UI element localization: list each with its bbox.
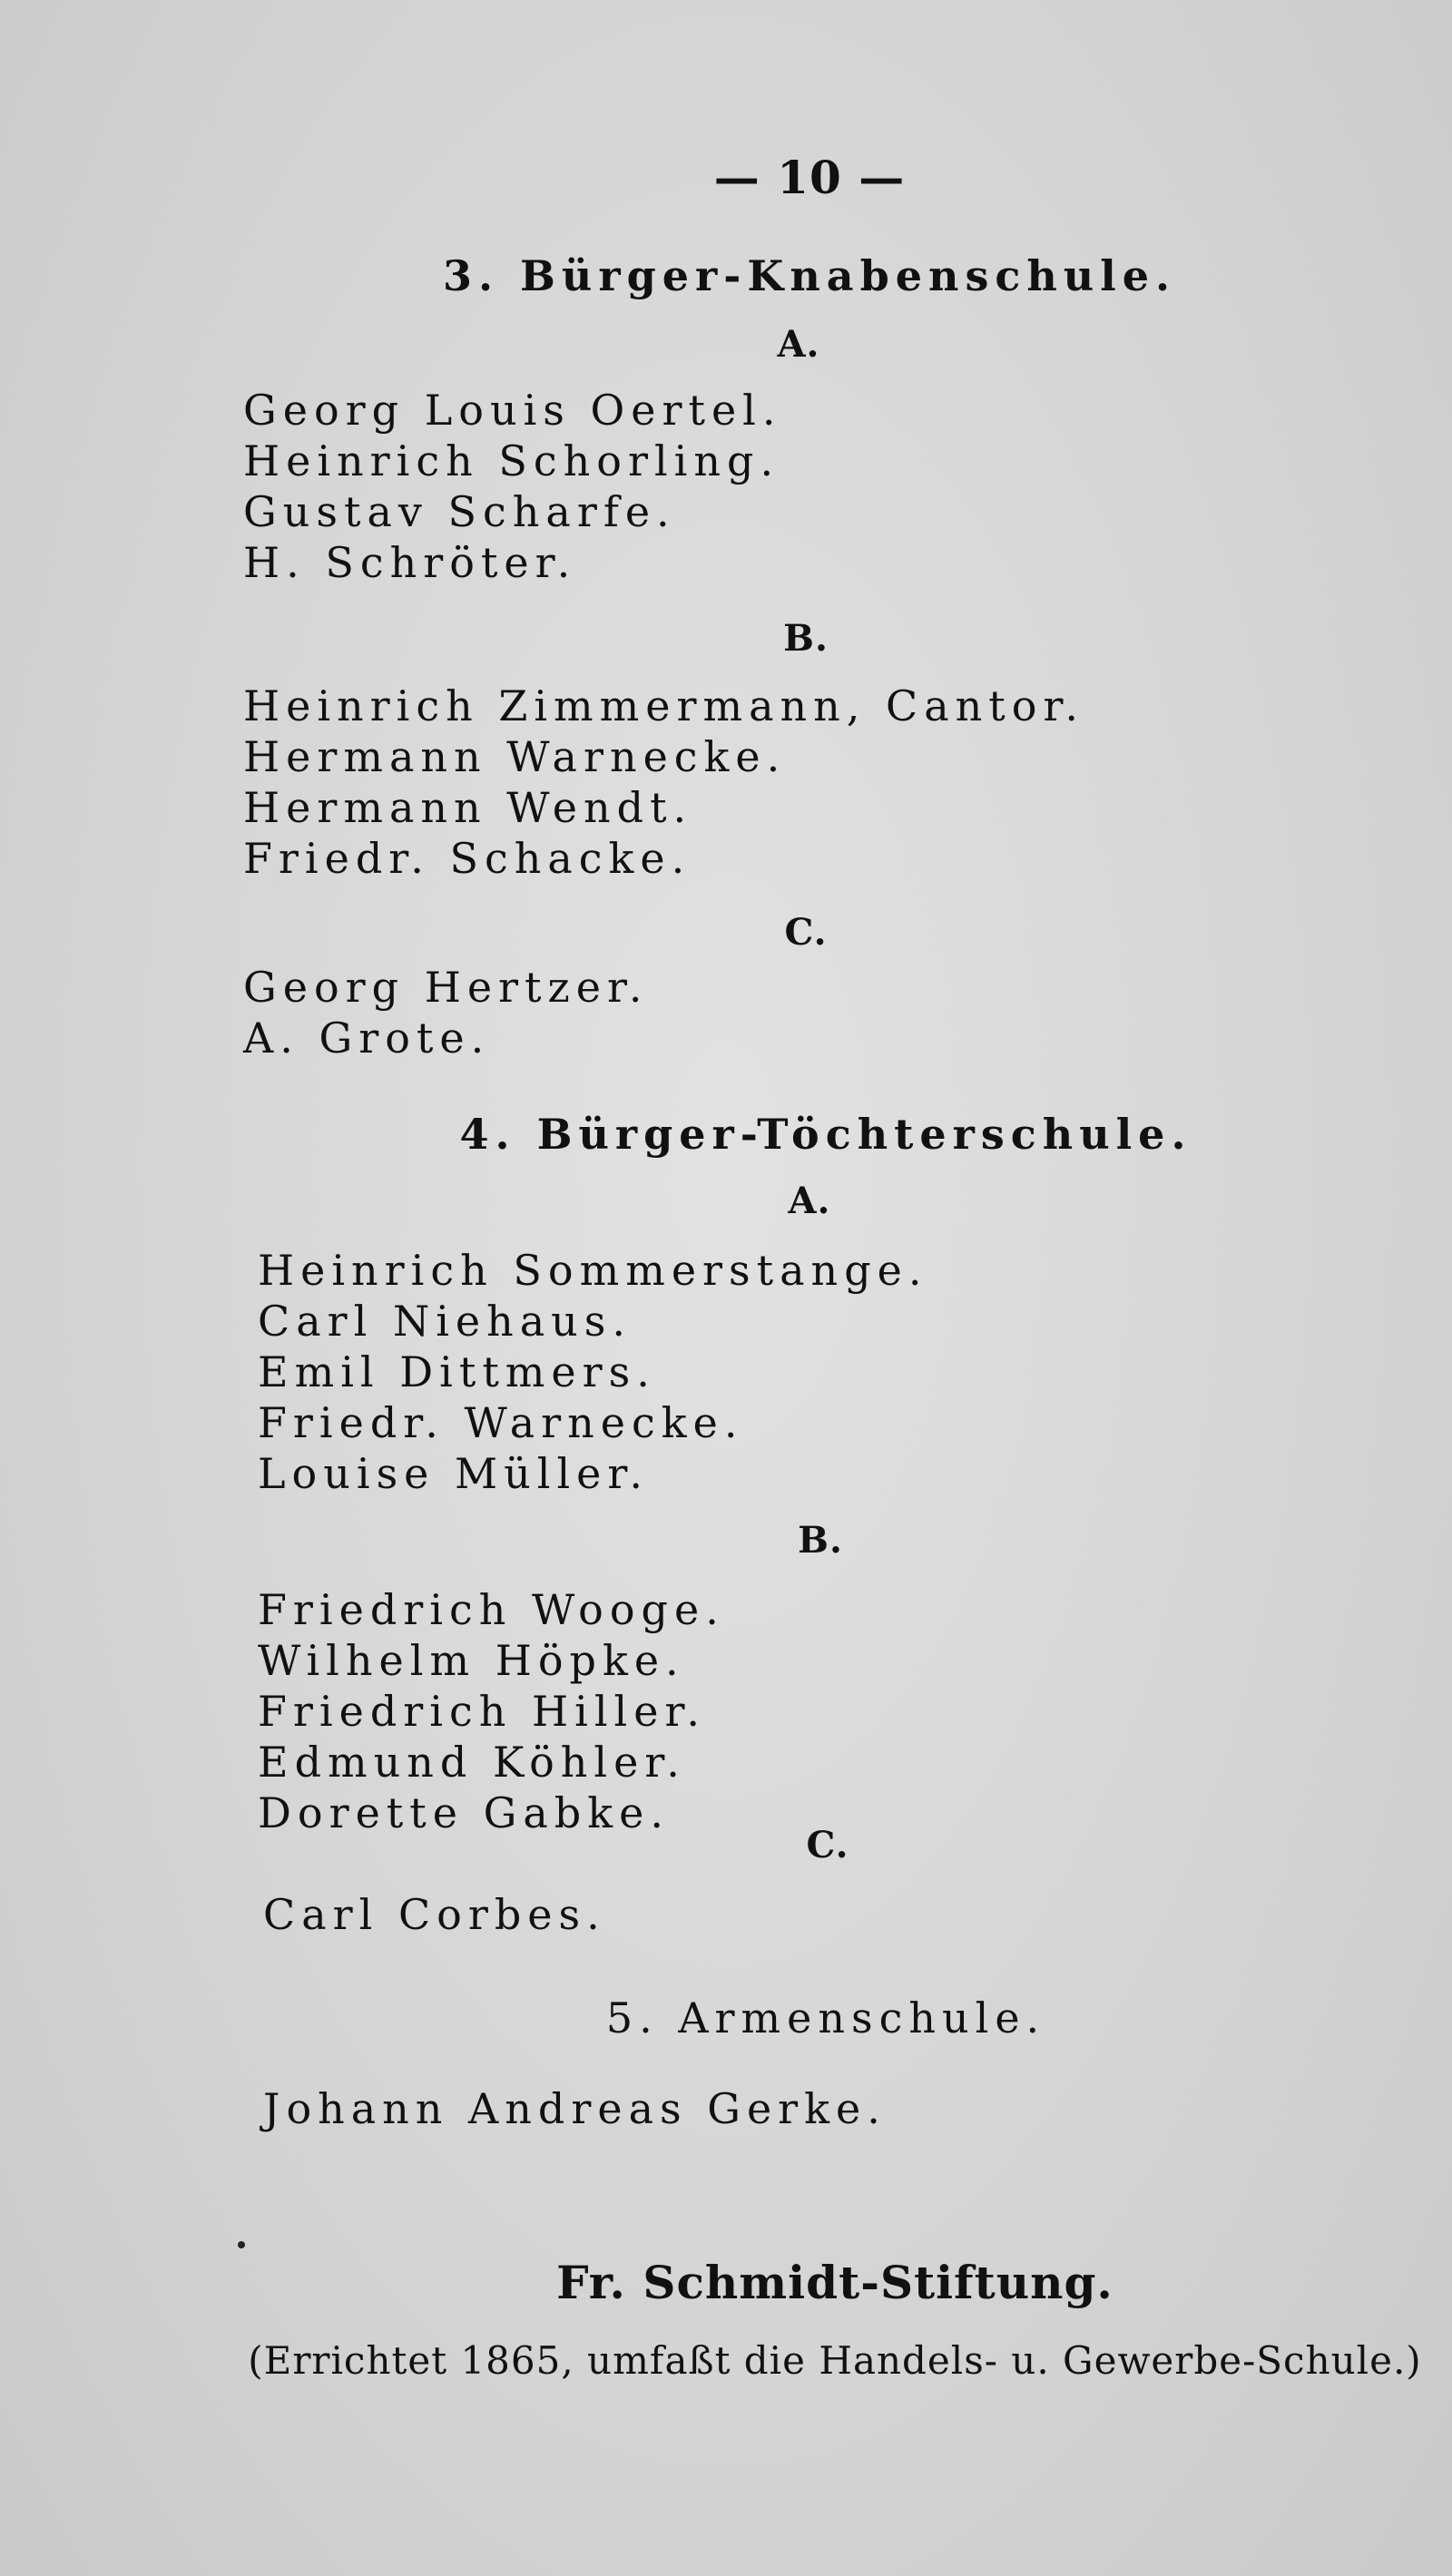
name-entry: Emil Dittmers. [258, 1347, 656, 1396]
group-letter-3a: A. [777, 323, 820, 366]
name-entry: Wilhelm Höpke. [258, 1636, 685, 1685]
group-letter-3c: C. [784, 911, 828, 954]
name-entry: Heinrich Zimmermann, Cantor. [243, 681, 1085, 730]
name-entry: Dorette Gabke. [258, 1788, 670, 1837]
ink-dot [238, 2241, 245, 2248]
section-heading-3: 3. Bürger-Knabenschule. [442, 251, 1177, 300]
name-entry: Friedr. Schacke. [243, 834, 692, 883]
page-number: — 10 — [713, 151, 906, 204]
group-letter-4c: C. [806, 1824, 849, 1866]
section-heading-4: 4. Bürger-Töchterschule. [459, 1110, 1192, 1159]
group-letter-4b: B. [798, 1519, 843, 1562]
name-entry: Louise Müller. [258, 1449, 649, 1498]
foundation-title: Fr. Schmidt-Stiftung. [556, 2256, 1114, 2309]
name-entry: Hermann Wendt. [243, 783, 693, 832]
name-entry: Hermann Warnecke. [243, 732, 787, 781]
name-entry: A. Grote. [243, 1014, 491, 1063]
name-entry: Heinrich Schorling. [243, 436, 780, 485]
section-heading-5: 5. Armenschule. [605, 1993, 1046, 2042]
group-letter-4a: A. [788, 1180, 831, 1222]
name-entry: Carl Niehaus. [258, 1297, 633, 1346]
group-letter-3b: B. [783, 617, 829, 660]
name-entry: Georg Hertzer. [243, 963, 649, 1012]
name-entry: Carl Corbes. [263, 1890, 606, 1939]
name-entry: H. Schröter. [243, 538, 577, 587]
name-entry: Friedrich Hiller. [258, 1687, 707, 1736]
name-entry: Heinrich Sommerstange. [258, 1246, 928, 1295]
foundation-note: (Errichtet 1865, umfaßt die Handels- u. Gewerbe-Schule.) [248, 2338, 1422, 2383]
name-entry: Gustav Scharfe. [243, 487, 676, 536]
name-entry: Johann Andreas Gerke. [263, 2084, 887, 2133]
name-entry: Georg Louis Oertel. [243, 386, 782, 435]
name-entry: Edmund Köhler. [258, 1738, 686, 1787]
name-entry: Friedrich Wooge. [258, 1585, 725, 1634]
name-entry: Friedr. Warnecke. [258, 1398, 744, 1447]
